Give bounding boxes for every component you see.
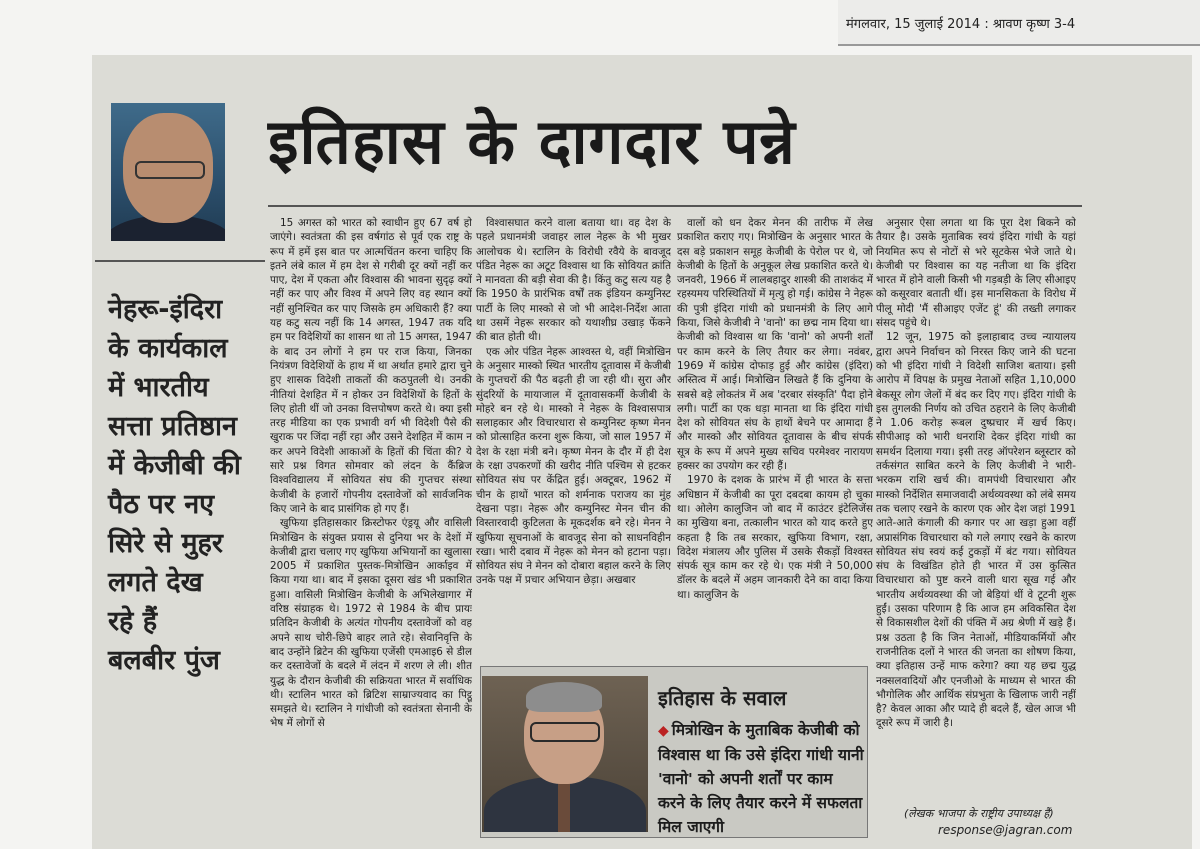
paragraph: खुफिया इतिहासकार क्रिस्टोफर एंड्रयू और वासिली मित्रोखिन के संयुक्त प्रयास से दुनिया भर के देशों में केजीबी द्वारा चलाए गए खुफिया अभियानों का खुलासा 2005 में प्रकाशित पुस्तक-मित्रोखिन आर्काइव में किया गया था। बाद में इसका दूसरा खंड भी प्रकाशित हुआ। वासिली मित्रोखिन केजीबी के अभिलेखागार में वरिष्ठ संग्राहक थे। 1972 से 1984 के बीच प्रायः प्रतिदिन केजीबी के अत्यंत गोपनीय दस्तावेजों को वह अपने साथ चोरी-छिपे बाहर लाते रहे। सेवानिवृत्ति के बाद उन्होंने ब्रिटेन की खुफिया एजेंसी एमआइ6 से डील कर दस्तावेजों के बदले में लंदन में शरण ले ली। शीत युद्ध के दौरान केजीबी की सक्रियता भारत में सर्वाधिक थी। स्टालिन भारत को ब्रिटिश साम्राज्यवाद का पिट्ठू समझते थे। स्टालिन ने गांधीजी को स्वतंत्रता सेनानी के भेष में लोगों से	[270, 517, 472, 730]
paragraph: एक ओर पंडित नेहरू आश्वस्त थे, वहीं मित्रोखिन के अनुसार मास्को स्थित भारतीय दूतावास में केजीबी के गुप्तचरों की पैठ बढ़ती ही जा रही थी। सुरा और सुंदरियों के मायाजाल में दूतावासकर्मी केजीबी के मोहरे बन रहे थे। मास्को ने नेहरू के विश्वासपात्र सलाहकार और विचारधारा से कम्युनिस्ट कृष्ण मेनन को प्रोत्साहित करना शुरू किया, जो साल 1957 में देश के रक्षा मंत्री बने। कृष्ण मेनन के दौर में ही देश के रक्षा उपकरणों की खरीद नीति पश्चिम से हटकर सोवियत संघ पर केंद्रित हुई। अक्टूबर, 1962 में चीन के हाथों भारत को शर्मनाक पराजय का मुंह देखना पड़ा। नेहरू और कम्युनिस्ट मेनन चीन की विस्तारवादी कुटिलता के मूकदर्शक बने रहे। मेनन ने खुफिया सूचनाओं के बावजूद सेना को साधनविहीन रखा। भारी दबाव में नेहरू को मेनन को हटाना पड़ा। सोवियत संघ ने मेनन को दोबारा बहाल करने के लिए उनके पक्ष में प्रचार अभियान छेड़ा। अखबार	[476, 345, 671, 587]
paragraph: 15 अगस्त को भारत को स्वाधीन हुए 67 वर्ष हो जाएंगे। स्वतंत्रता की इस वर्षगांठ से पूर्व एक राष्ट्र के रूप में हमें इस बात पर आत्मचिंतन करना चाहिए कि इतने लंबे काल में हम देश से गरीबी दूर क्यों नहीं कर पाए, देश में एकता और विश्वास की भावना सुदृढ़ क्यों नहीं कर पाए और विश्व में अपने लिए वह स्थान क्यों नहीं सुनिश्चित कर पाए जिसके हम अधिकारी हैं? क्या यह कटु सत्य नहीं कि 14 अगस्त, 1947 तक यदि हम पर विदेशियों का शासन था तो 15 अगस्त, 1947 के बाद उन लोगों ने हम पर राज किया, जिनका नियंत्रण विदेशियों के हाथ में था अर्थात हमारे द्वारा चुने हुए शासक विदेशी ताकतों की कठपुतली थे। उनकी नीतियां देशहित में न होकर उन विदेशियों के हितों के लिए होती थीं जो उनका वित्तपोषण करते थे। क्या इसी तरह मीडिया का एक प्रभावी वर्ग भी विदेशी पैसे की खुराक पर जिंदा नहीं रहा और उसने देशहित में काम न कर अपने विदेशी आकाओं के हितों की चिंता की? ये सारे प्रश्न विगत सोमवार को लंदन के कैंब्रिज विश्वविद्यालय में सोवियत संघ की गुप्तचर संस्था केजीबी के हजारों गोपनीय दस्तावेजों को सार्वजनिक किए जाने के बाद प्रासंगिक हो गए हैं।	[270, 217, 472, 515]
article-column-3	[677, 216, 873, 664]
paragraph: 1970 के दशक के प्रारंभ में ही भारत के सत्ता अधिष्ठान में केजीबी का पूरा दबदबा कायम हो चुका था। ओलेग कालुजिन जो बाद में काउंटर इंटेलिजेंस का मुखिया बना, तत्कालीन भारत को याद करते हुए कहता है कि तब सरकार, खुफिया विभाग, रक्षा, विदेश मंत्रालय और पुलिस में उसके सैकड़ों विश्वस्त संपर्क सूत्र काम कर रहे थे। एक मंत्री ने 50,000 डॉलर के बदले में अहम जानकारी देने का वादा किया था। कालुजिन के	[677, 474, 873, 601]
bullet-icon: ◆	[658, 723, 669, 739]
author-photo	[111, 103, 225, 241]
pull-quote-line: सिरे से मुहर	[108, 528, 223, 559]
date-line: मंगलवार, 15 जुलाई 2014 : श्रावण कृष्ण 3-4	[846, 17, 1076, 32]
article-column-1	[270, 216, 472, 842]
article-column-2	[476, 216, 671, 664]
pull-quote-line: में भारतीय	[108, 372, 209, 403]
pull-quote-line: सत्ता प्रतिष्ठान	[108, 411, 237, 442]
paragraph: विश्वासघात करने वाला बताया था। वह देश के पहले प्रधानमंत्री जवाहर लाल नेहरू के भी मुखर आलोचक थे। स्टालिन के विरोधी रवैये के बावजूद पंडित नेहरू का अटूट विश्वास था कि सोवियत क्रांति ने मानवता की बड़ी सेवा की है। किंतु कटु सत्य यह है कि 1950 के प्रारंभिक वर्षों तक इंडियन कम्युनिस्ट पार्टी के लिए मास्को से जो भी आदेश-निर्देश आता था उसमें नेहरू सरकार को यथाशीघ्र उखाड़ फेंकने की बात होती थी।	[476, 217, 671, 344]
mitrokhin-photo	[482, 676, 648, 832]
paragraph: वालों को धन देकर मेनन की तारीफ में लेख प्रकाशित कराए गए। मित्रोखिन के अनुसार भारत के दस बड़े प्रकाशन समूह केजीबी के पेरोल पर थे, जो केजीबी के हितों के अनुकूल लेख प्रकाशित करते थे। जनवरी, 1966 में लालबहादुर शास्त्री की ताशकंद में रहस्यमय परिस्थितियों में मृत्यु हो गई। कांग्रेस ने नेहरू की पुत्री इंदिरा गांधी को प्रधानमंत्री के लिए आगे किया, जिसे केजीबी ने 'वानो' का छद्म नाम दिया था। केजीबी को विश्वास था कि 'वानो' को अपनी शर्तों पर काम करने के लिए तैयार कर लेगा। नवंबर, 1969 में कांग्रेस दोफाड़ हुई और कांग्रेस (इंदिरा) अस्तित्व में आई। मित्रोखिन लिखते हैं कि दुनिया के सबसे बड़े लोकतंत्र में अब 'दरबार संस्कृति' पैदा होने लगी। पार्टी का एक धड़ा मानता था कि इंदिरा गांधी देश को सोवियत संघ के हाथों बेचने पर आमादा हैं और मास्को और सोवियत दूतावास के बीच संपर्क सूत्र के रूप में अपने मुख्य सचिव परमेश्वर नारायण हक्सर का उपयोग कर रही हैं।	[677, 217, 873, 473]
paragraph: अनुसार ऐसा लगता था कि पूरा देश बिकने को तैयार है। उसके मुताबिक स्वयं इंदिरा गांधी के यहां नियमित रूप से नोटों से भरे सूटकेस भेजे जाते थे। केजीबी पर विश्वास का यह नतीजा था कि इंदिरा भारत में होने वाली किसी भी गड़बड़ी के लिए सीआइए को कसूरवार बताती थीं। इस मानसिकता के विरोध में पीलू मोदी 'मैं सीआइए एजेंट हूं' की तख्ती लगाकर संसद पहुंचे थे।	[876, 217, 1076, 330]
author-note: (लेखक भाजपा के राष्ट्रीय उपाध्यक्ष हैं)	[904, 807, 1054, 820]
pull-quote-line: नेहरू-इंदिरा	[108, 294, 223, 325]
pull-quote-line: में केजीबी की	[108, 450, 241, 481]
article-column-4	[876, 216, 1076, 828]
response-email: response@jagran.com	[938, 823, 1073, 837]
paragraph: 12 जून, 1975 को इलाहाबाद उच्च न्यायालय द्वारा अपने निर्वाचन को निरस्त किए जाने की घटना को भी इंदिरा गांधी ने विदेशी साजिश बताया। इसी आरोप में विपक्ष के प्रमुख नेताओं सहित 1,10,000 बेकसूर लोग जेलों में बंद कर दिए गए। इंदिरा गांधी के इस तुगलकी निर्णय को उचित ठहराने के लिए केजीबी ने 1.06 करोड़ रूबल दुष्प्रचार में खर्च किए। सीपीआइ को भारी धनराशि देकर इंदिरा गांधी का समर्थन दिलाया गया। इसी तरह ऑपरेशन ब्लूस्टार को तर्कसंगत साबित करने के लिए केजीबी ने भारी-भरकम राशि खर्च की। वामपंथी विचारधारा और मास्को निर्देशित समाजवादी अर्थव्यवस्था को लंबे समय तक चलाए रखने के कारण एक ओर देश जहां 1991 आते-आते कंगाली की कगार पर आ खड़ा हुआ वहीं अप्रासंगिक विचारधारा को गले लगाए रखने के कारण सोवियत संघ स्वयं कई टुकड़ों में बंट गया। सोवियत संघ के विखंडित होते ही भारत में उस कुत्सित विचारधारा को पुष्ट करने वाली धारा सूख गई और भारतीय अर्थव्यवस्था की जो बेड़ियां थीं वे टूटनी शुरू हुईं। उसका परिणाम है कि आज हम अविकसित देश से विकासशील देशों की पंक्ति में अग्र श्रेणी में खड़े हैं। प्रश्न उठता है कि जिन नेताओं, मीडियाकर्मियों और राजनीतिक दलों ने भारत की जनता का शोषण किया, क्या इतिहास उन्हें माफ करेगा? क्या यह छद्म युद्ध नक्सलवादियों और एनजीओ के माध्यम से भारत की भौगोलिक और आर्थिक संप्रभुता के खिलाफ जारी नहीं है? केवल आका और प्यादे ही बदले हैं, खेल आज भी दूसरे रूप में जारी है।	[876, 331, 1076, 730]
headline-rule	[268, 205, 1082, 207]
page-title: इतिहास के दागदार पन्ने	[268, 105, 796, 178]
divider	[95, 260, 265, 262]
pull-quote-line: पैठ पर नए	[108, 489, 215, 520]
pull-quote-line: रहे हैं	[108, 606, 158, 637]
pull-quote-line: के कार्यकाल	[108, 333, 228, 364]
pull-quote-line: लगते देख	[108, 567, 203, 598]
author-byline: बलबीर पुंज	[108, 645, 220, 676]
box-text: ◆ मित्रोखिन के मुताबिक केजीबी को विश्वास था कि उसे इंदिरा गांधी यानी 'वानो' को अपनी शर्तों पर काम करने के लिए तैयार करने में सफलता मिल जाएगी	[658, 721, 864, 836]
pull-quote	[108, 290, 268, 680]
box-title: इतिहास के सवाल	[658, 686, 787, 710]
